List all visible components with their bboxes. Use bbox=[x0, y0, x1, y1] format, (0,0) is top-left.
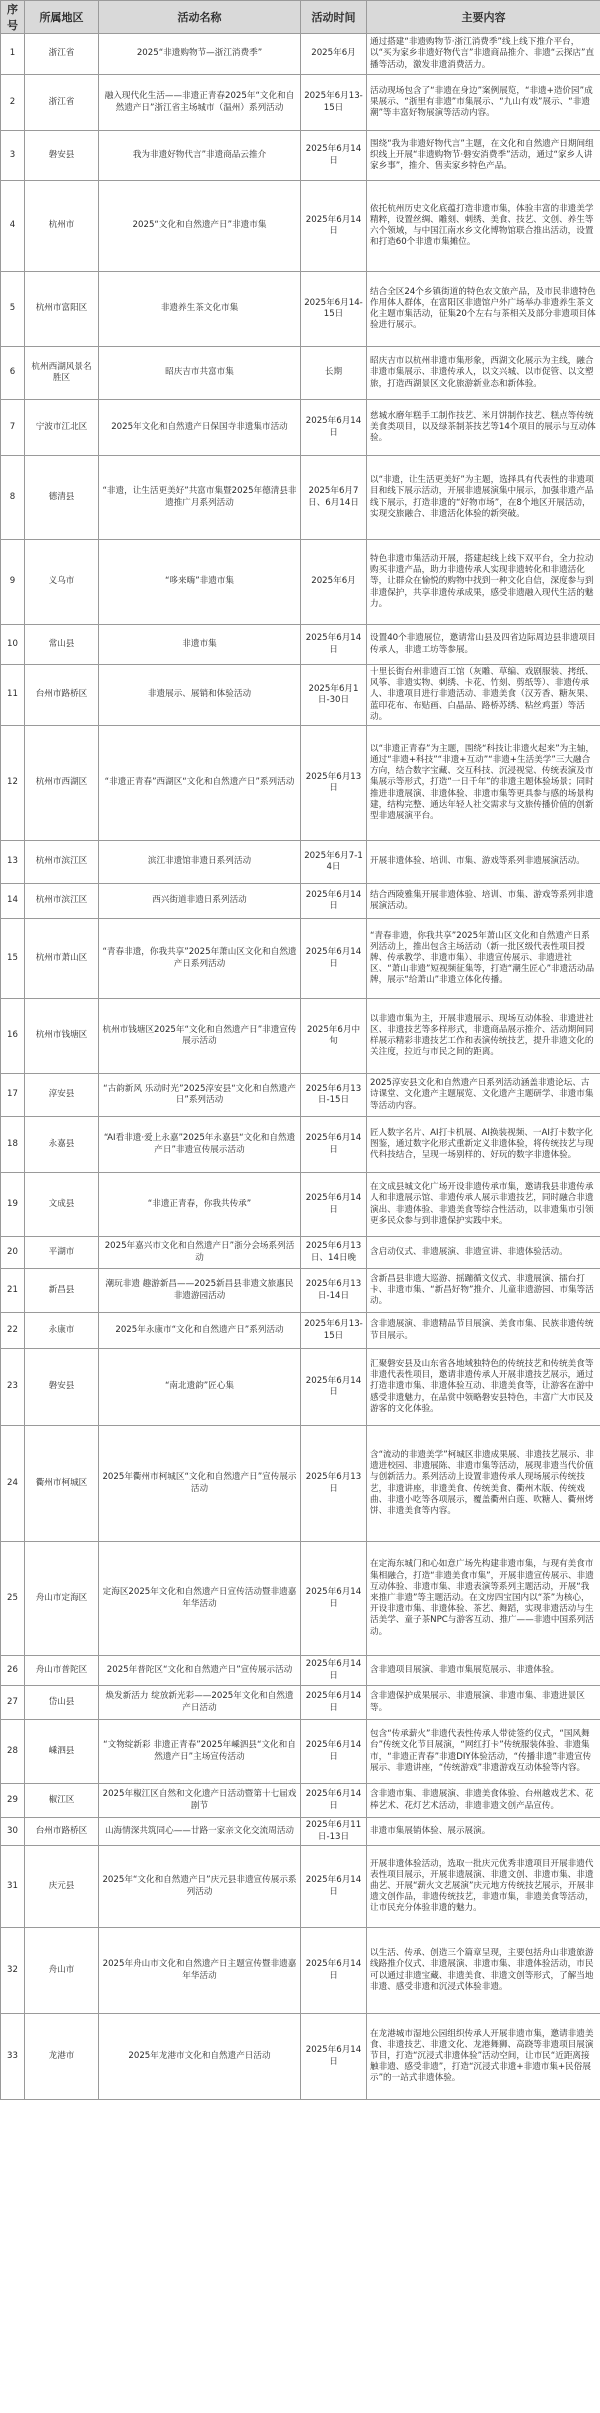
cell-activity-time: 2025年6月14日 bbox=[301, 181, 367, 272]
cell-region: 杭州市 bbox=[25, 181, 99, 272]
table-row bbox=[1, 75, 600, 131]
cell-main-content: 含非遗展演、非遗精品节目展演、美食市集、民族非遗传统节目展示。 bbox=[367, 1313, 600, 1349]
cell-main-content: 依托杭州历史文化底蕴打造非遗市集，体验丰富的非遗美学精粹，设置丝绸、雕刻、刺绣、美食、技艺、文创、养生等六个领域，与中国江南水乡文化博物馆联合推出活动，设置和打造60个非遗市集摊位。 bbox=[367, 181, 600, 272]
header-region: 所属地区 bbox=[25, 1, 99, 34]
cell-activity-name: “古韵新风 乐动时光”2025淳安县“文化和自然遗产日”系列活动 bbox=[99, 1074, 301, 1117]
cell-region: 台州市路桥区 bbox=[25, 1818, 99, 1846]
cell-activity-time: 2025年6月13日 bbox=[301, 1426, 367, 1542]
cell-index: 18 bbox=[1, 1117, 25, 1173]
cell-main-content: 开展非遗体验、培训、市集、游戏等系列非遗展演活动。 bbox=[367, 841, 600, 884]
table-row bbox=[1, 1818, 600, 1846]
cell-region: 磐安县 bbox=[25, 1349, 99, 1426]
header-activity-time: 活动时间 bbox=[301, 1, 367, 34]
cell-activity-time: 2025年6月13日 bbox=[301, 726, 367, 841]
cell-activity-time: 2025年6月14日 bbox=[301, 1542, 367, 1656]
cell-main-content: 慈城水磨年糕手工制作技艺、米月饼制作技艺、糕点等传统美食类项目，以及绿茶制茶技艺等14个项目的展示与互动体验。 bbox=[367, 400, 600, 456]
cell-index: 3 bbox=[1, 131, 25, 181]
table-row bbox=[1, 131, 600, 181]
cell-activity-name: 融入现代化生活——非遗正青春2025年“文化和自然遗产日”浙江省主场城市（温州）系列活动 bbox=[99, 75, 301, 131]
cell-activity-name: 滨江非遗馆非遗日系列活动 bbox=[99, 841, 301, 884]
cell-region: 文成县 bbox=[25, 1173, 99, 1237]
cell-main-content: 含启动仪式、非遗展演、非遗宣讲、非遗体验活动。 bbox=[367, 1237, 600, 1269]
cell-activity-name: 2025“文化和自然遗产日”非遗市集 bbox=[99, 181, 301, 272]
cell-region: 杭州市滨江区 bbox=[25, 841, 99, 884]
cell-main-content: “青春非遗，你我共享”2025年萧山区文化和自然遗产日系列活动上，推出包含主场活动（新一批区级代表性项目授牌、传承教学、非遗市集）、非遗宣传展示、非遗进社区、“萧山非遗”短视频征集等，打造“潮生匠心”非遗活动品牌，展示“给萧山”非遗立体化传播。 bbox=[367, 919, 600, 999]
cell-index: 12 bbox=[1, 726, 25, 841]
table-row bbox=[1, 1928, 600, 2014]
cell-region: 椒江区 bbox=[25, 1784, 99, 1818]
cell-main-content: 围绕“我为非遗好物代言”主题，在文化和自然遗产日期间组织线上开展“非遗购物节·磐安消费季”活动，通过“家乡人讲家乡事”，推介、售卖家乡特色产品。 bbox=[367, 131, 600, 181]
cell-main-content: 十里长街台州非遗百工馆（灰雕、草编、戏剧服装、拷纸、风筝、非遗实物、刺绣、卡花、竹刻、剪纸等）、非遗传承人、非遗项目进行非遗活动、非遗美食（汉芳香、糖灰果、蓝印花布、布贴画、白晶品、路桥苏绣、粘丝鸡蛋）等活动。 bbox=[367, 665, 600, 726]
cell-activity-time: 2025年6月7日、6月14日 bbox=[301, 456, 367, 540]
cell-region: 杭州市滨江区 bbox=[25, 884, 99, 919]
cell-activity-name: 杭州市钱塘区2025年“文化和自然遗产日”非遗宣传展示活动 bbox=[99, 999, 301, 1074]
cell-activity-name: 2025年龙港市文化和自然遗产日活动 bbox=[99, 2014, 301, 2100]
cell-activity-time: 2025年6月13日、14日晚 bbox=[301, 1237, 367, 1269]
cell-activity-name: 2025年文化和自然遗产日保国寺非遗集市活动 bbox=[99, 400, 301, 456]
cell-activity-name: 2025年普陀区“文化和自然遗产日”宣传展示活动 bbox=[99, 1656, 301, 1686]
cell-activity-name: 山海情深共筑同心——廿路一家亲文化交流周活动 bbox=[99, 1818, 301, 1846]
cell-index: 1 bbox=[1, 34, 25, 75]
cell-main-content: 以“非遗正青春”为主题，围绕“科技让非遗火起来”为主轴，通过“非遗+科技”“非遗+互动”“非遗+生活美学”三大融合方向，结合数字宝藏、交互科技、沉浸视觉、传统表演及市集展示等形式，打造“一日千年”的非遗主题体验场景；同时推进非遗展演、非遗体验、非遗市集等更具参与感的场景构建，结构完整、通达年轻人社交需求与文旅传播价值的创新型非遗展演平台。 bbox=[367, 726, 600, 841]
cell-main-content: 含非遗市集、非遗展演、非遗美食体验、台州越戏艺术、花棒艺术、花灯艺术活动，非遗非遗文创产品宣传。 bbox=[367, 1784, 600, 1818]
cell-index: 11 bbox=[1, 665, 25, 726]
cell-index: 23 bbox=[1, 1349, 25, 1426]
table-row bbox=[1, 1269, 600, 1313]
cell-region: 杭州市萧山区 bbox=[25, 919, 99, 999]
cell-activity-time: 2025年6月14日 bbox=[301, 1117, 367, 1173]
cell-activity-name: “哆来嗨”非遗市集 bbox=[99, 540, 301, 625]
cell-activity-name: 2025年舟山市文化和自然遗产日主题宣传暨非遗嘉年华活动 bbox=[99, 1928, 301, 2014]
cell-region: 衢州市柯城区 bbox=[25, 1426, 99, 1542]
cell-activity-time: 2025年6月13日-15日 bbox=[301, 1074, 367, 1117]
header-activity-name: 活动名称 bbox=[99, 1, 301, 34]
cell-activity-name: 2025“非遗购物节—浙江消费季” bbox=[99, 34, 301, 75]
cell-main-content: 非遗市集展销体验、展示展演。 bbox=[367, 1818, 600, 1846]
cell-index: 10 bbox=[1, 625, 25, 665]
cell-region: 舟山市 bbox=[25, 1928, 99, 2014]
cell-index: 16 bbox=[1, 999, 25, 1074]
table-row bbox=[1, 1542, 600, 1656]
cell-region: 杭州市西湖区 bbox=[25, 726, 99, 841]
cell-activity-time: 2025年6月14日 bbox=[301, 131, 367, 181]
cell-index: 13 bbox=[1, 841, 25, 884]
cell-activity-time: 2025年6月1日-30日 bbox=[301, 665, 367, 726]
table-row bbox=[1, 1426, 600, 1542]
cell-activity-name: 昭庆吉市共富市集 bbox=[99, 347, 301, 400]
cell-main-content: 昭庆吉市以杭州非遗市集形象，西湖文化展示为主线，融合非遗市集展示、非遗传承人，以文兴城、以市促管、以文塑旅，打造西湖景区文化旅游新业态和新体验。 bbox=[367, 347, 600, 400]
cell-index: 30 bbox=[1, 1818, 25, 1846]
cell-index: 19 bbox=[1, 1173, 25, 1237]
cell-activity-time: 2025年6月14日 bbox=[301, 400, 367, 456]
cell-index: 27 bbox=[1, 1686, 25, 1720]
cell-main-content: 以“非遗，让生活更美好”为主题，选择具有代表性的非遗项目和线下展示活动，开展非遗展演集中展示，加强非遗产品线下展示，打造非遗的“好物市场”，在8个地区开展活动，实现交旅融合、非遗活化体验的新突破。 bbox=[367, 456, 600, 540]
cell-activity-name: “非遗正青春”西湖区“文化和自然遗产日”系列活动 bbox=[99, 726, 301, 841]
cell-activity-time: 2025年6月14-15日 bbox=[301, 272, 367, 347]
cell-activity-name: 西兴街道非遗日系列活动 bbox=[99, 884, 301, 919]
cell-index: 9 bbox=[1, 540, 25, 625]
cell-activity-name: “文物绽新彩 非遗正青春”2025年嵊泗县“文化和自然遗产日”主场宣传活动 bbox=[99, 1720, 301, 1784]
table-row bbox=[1, 1313, 600, 1349]
cell-activity-name: 2025年永康市“文化和自然遗产日”系列活动 bbox=[99, 1313, 301, 1349]
cell-activity-name: “南北遗韵”匠心集 bbox=[99, 1349, 301, 1426]
cell-activity-time: 2025年6月中旬 bbox=[301, 999, 367, 1074]
cell-main-content: 结合西陵雅集开展非遗体验、培训、市集、游戏等系列非遗展演活动。 bbox=[367, 884, 600, 919]
cell-index: 25 bbox=[1, 1542, 25, 1656]
cell-activity-name: “AI看非遗·爱上永嘉”2025年永嘉县“文化和自然遗产日”非遗宣传展示活动 bbox=[99, 1117, 301, 1173]
table-body bbox=[1, 34, 600, 2100]
cell-main-content: 包含“传承薪火”非遗代表性传承人带徒签约仪式，“国风舞台”传统文化节目展演，“网红打卡”传统服装体验、非遗集市，“非遗正青春”非遗DIY体验活动，“传播非遗”非遗宣传展示、非遗讲座，“传统游戏”非遗游戏互动体验等内容。 bbox=[367, 1720, 600, 1784]
table-row bbox=[1, 1656, 600, 1686]
cell-activity-name: 我为非遗好物代言”非遗商品云推介 bbox=[99, 131, 301, 181]
cell-main-content: 在定海东城门和心如意广场先构建非遗市集，与现有美食市集相融合，打造“非遗美食市集”，开展非遗宣传展示、非遗互动体验、非遗市集、非遗表演等系列主题活动，开展“我来推广非遗”等主题活动。在文房四宝国内以“茶”为核心，开设非遗市集、非遗体验、茶艺、舞蹈，实现非遗活动与生活美学、童子茶NPC与游客互动、推广——非遗中国系列活动。 bbox=[367, 1542, 600, 1656]
cell-activity-time: 2025年6月 bbox=[301, 540, 367, 625]
header-main-content: 主要内容 bbox=[367, 1, 600, 34]
cell-activity-time: 2025年6月14日 bbox=[301, 1784, 367, 1818]
cell-index: 31 bbox=[1, 1846, 25, 1928]
cell-region: 浙江省 bbox=[25, 75, 99, 131]
cell-index: 17 bbox=[1, 1074, 25, 1117]
cell-index: 4 bbox=[1, 181, 25, 272]
cell-main-content: 在龙港城市湿地公园组织传承人开展非遗市集，邀请非遗美食、非遗技艺、非遗文化、龙港舞狮、高跷等非遗项目展演节目，打造“沉浸式非遗体验”活动空间，让市民“近距离接触非遗、感受非遗”，打造“沉浸式非遗+非遗市集+民俗展示”的一站式非遗体验。 bbox=[367, 2014, 600, 2100]
table-row bbox=[1, 2014, 600, 2100]
cell-activity-name: 2025年椒江区自然和文化遗产日活动暨第十七届戏剧节 bbox=[99, 1784, 301, 1818]
cell-activity-time: 2025年6月13-15日 bbox=[301, 1313, 367, 1349]
cell-activity-name: 非遗市集 bbox=[99, 625, 301, 665]
cell-index: 8 bbox=[1, 456, 25, 540]
cell-activity-time: 2025年6月14日 bbox=[301, 1928, 367, 2014]
cell-activity-time: 2025年6月13日-14日 bbox=[301, 1269, 367, 1313]
cell-region: 嵊泗县 bbox=[25, 1720, 99, 1784]
table-row bbox=[1, 919, 600, 999]
cell-activity-name: 定海区2025年文化和自然遗产日宣传活动暨非遗嘉年华活动 bbox=[99, 1542, 301, 1656]
cell-activity-time: 2025年6月14日 bbox=[301, 1349, 367, 1426]
table-row bbox=[1, 347, 600, 400]
cell-activity-time: 2025年6月14日 bbox=[301, 919, 367, 999]
cell-index: 26 bbox=[1, 1656, 25, 1686]
cell-activity-name: 2025年嘉兴市文化和自然遗产日”浙分会场系列活动 bbox=[99, 1237, 301, 1269]
table-row bbox=[1, 1117, 600, 1173]
table-row bbox=[1, 540, 600, 625]
cell-region: 磐安县 bbox=[25, 131, 99, 181]
table-row bbox=[1, 34, 600, 75]
table-header-row bbox=[1, 1, 600, 34]
cell-index: 22 bbox=[1, 1313, 25, 1349]
cell-index: 33 bbox=[1, 2014, 25, 2100]
table-row bbox=[1, 884, 600, 919]
cell-main-content: 含新昌县非遗大巡游、摇蹦循文仪式、非遗展演、擂台打卡、非遗市集、“新昌好物”推介、儿童非遗游园、市集等活动。 bbox=[367, 1269, 600, 1313]
cell-index: 15 bbox=[1, 919, 25, 999]
cell-main-content: 含非遗保护成果展示、非遗展演、非遗市集、非遗进景区等。 bbox=[367, 1686, 600, 1720]
cell-region: 杭州市钱塘区 bbox=[25, 999, 99, 1074]
cell-activity-time: 2025年6月7-14日 bbox=[301, 841, 367, 884]
cell-activity-time: 2025年6月14日 bbox=[301, 1846, 367, 1928]
cell-main-content: 通过搭建“非遗购物节·浙江消费季”线上线下推介平台，以“买为家乡非遗好物代言”非遗商品推介、非遗“云探店”直播等活动，激发非遗消费活力。 bbox=[367, 34, 600, 75]
table-row bbox=[1, 272, 600, 347]
table-row bbox=[1, 726, 600, 841]
cell-index: 32 bbox=[1, 1928, 25, 2014]
cell-activity-name: “非遗正青春，你我共传承” bbox=[99, 1173, 301, 1237]
cell-region: 常山县 bbox=[25, 625, 99, 665]
table-row bbox=[1, 1074, 600, 1117]
table-row bbox=[1, 625, 600, 665]
cell-main-content: 开展非遗体验活动，选取一批庆元优秀非遗项目开展非遗代表性项目展示，开展非遗展演、非遗文创、非遗市集、非遗曲艺、开展“薪火文艺展演”庆元地方传统技艺展示，开展非遗文创作品，非遗传统技艺，非遗市集，非遗美食等活动，让市民充分体验非遗的魅力。 bbox=[367, 1846, 600, 1928]
cell-region: 台州市路桥区 bbox=[25, 665, 99, 726]
cell-region: 永康市 bbox=[25, 1313, 99, 1349]
cell-index: 28 bbox=[1, 1720, 25, 1784]
cell-activity-time: 2025年6月14日 bbox=[301, 1686, 367, 1720]
cell-main-content: 汇聚磐安县及山东省各地域独特色的传统技艺和传统美食等非遗代表性项目，邀请非遗传承人开展非遗技艺展示，通过打造非遗市集、非遗体验互动、非遗美食等，让游客在游中感受非遗魅力，在品赏中领略磐安县特色，丰富广大市民及游客的文化体验。 bbox=[367, 1349, 600, 1426]
cell-region: 浙江省 bbox=[25, 34, 99, 75]
cell-main-content: 在文成县城文化广场开设非遗传承市集，邀请我县非遗传承人和非遗展示馆、非遗传承人展示非遗技艺，同时融合非遗演出、非遗体验、非遗美食等综合性活动，以非遗集市引领更多民众参与到非遗保护实践中来。 bbox=[367, 1173, 600, 1237]
cell-region: 永嘉县 bbox=[25, 1117, 99, 1173]
table-row bbox=[1, 1686, 600, 1720]
cell-main-content: 以非遗市集为主，开展非遗展示、现场互动体验、非遗进社区、非遗技艺等多样形式，非遗商品展示推介、活动期间同样展示精彩非遗技艺工作和表演传统技艺，提升非遗文化的关注度，拉近与市民之间的距离。 bbox=[367, 999, 600, 1074]
cell-activity-name: 非遗养生茶文化市集 bbox=[99, 272, 301, 347]
cell-index: 5 bbox=[1, 272, 25, 347]
cell-index: 20 bbox=[1, 1237, 25, 1269]
cell-main-content: 活动现场包含了“非遗在身边”案例展览，“非遗+造价园”成果展示、“浙里有非遗”市集展示、“九山有戏”展示、“非遗潮”等丰富好物展演等活动内容。 bbox=[367, 75, 600, 131]
cell-region: 庆元县 bbox=[25, 1846, 99, 1928]
cell-region: 舟山市普陀区 bbox=[25, 1656, 99, 1686]
cell-index: 2 bbox=[1, 75, 25, 131]
cell-main-content: 含“流动的非遗美学”柯城区非遗成果展、非遗技艺展示、非遗进校园、非遗展陈、非遗市集等活动，展现非遗当代价值与创新活力。系列活动上设置非遗传承人现场展示传统技艺，非遗讲座，非遗美食、传统美食、衢州木版、传统戏曲、非遗小吃等各项展示，覆盖衢州白莲、吹糖人、衢州烤饼、非遗美食等内容。 bbox=[367, 1426, 600, 1542]
cell-index: 29 bbox=[1, 1784, 25, 1818]
cell-index: 21 bbox=[1, 1269, 25, 1313]
table-row bbox=[1, 665, 600, 726]
cell-activity-name: “非遗，让生活更美好”共富市集暨2025年德清县非遗推广月系列活动 bbox=[99, 456, 301, 540]
cell-activity-time: 2025年6月11日-13日 bbox=[301, 1818, 367, 1846]
cell-activity-name: 焕发新活力 绽放新光彩——2025年文化和自然遗产日活动 bbox=[99, 1686, 301, 1720]
cell-index: 7 bbox=[1, 400, 25, 456]
cell-activity-name: 非遗展示、展销和体验活动 bbox=[99, 665, 301, 726]
cell-main-content: 2025淳安县文化和自然遗产日系列活动涵盖非遗论坛、古诗课堂、文化遗产主题展览、文化遗产主题研学、非遗市集等活动内容。 bbox=[367, 1074, 600, 1117]
cell-region: 岱山县 bbox=[25, 1686, 99, 1720]
cell-activity-name: 2025年衢州市柯城区“文化和自然遗产日”宣传展示活动 bbox=[99, 1426, 301, 1542]
header-index: 序号 bbox=[1, 1, 25, 34]
cell-activity-time: 2025年6月14日 bbox=[301, 2014, 367, 2100]
cell-activity-time: 2025年6月14日 bbox=[301, 884, 367, 919]
table-row bbox=[1, 400, 600, 456]
cell-activity-time: 2025年6月14日 bbox=[301, 1173, 367, 1237]
cell-region: 淳安县 bbox=[25, 1074, 99, 1117]
cell-region: 舟山市定海区 bbox=[25, 1542, 99, 1656]
cell-activity-time: 2025年6月 bbox=[301, 34, 367, 75]
table-row bbox=[1, 1784, 600, 1818]
cell-main-content: 匠人数字名片、AI打卡机展、AI换装视频、一AI打卡数字化图鉴，通过数字化形式重新定义非遗体验，将传统技艺与现代科技结合，呈现一场别样的、好玩的数字非遗体验。 bbox=[367, 1117, 600, 1173]
cell-main-content: 特色非遗市集活动开展，搭建起线上线下双平台，全力拉动购买非遗产品，助力非遗传承人实现非遗转化和非遗活化等，让群众在愉悦的购物中找到一种文化自信，深度参与到非遗保护，共享非遗传承成果，感受非遗融入现代生活的魅力。 bbox=[367, 540, 600, 625]
cell-region: 龙港市 bbox=[25, 2014, 99, 2100]
cell-index: 14 bbox=[1, 884, 25, 919]
table-row bbox=[1, 456, 600, 540]
table-row bbox=[1, 1349, 600, 1426]
table-row bbox=[1, 1846, 600, 1928]
cell-activity-name: 2025年“文化和自然遗产日”庆元县非遗宣传展示系列活动 bbox=[99, 1846, 301, 1928]
cell-region: 平湖市 bbox=[25, 1237, 99, 1269]
cell-activity-time: 2025年6月14日 bbox=[301, 1720, 367, 1784]
cell-main-content: 含非遗项目展演、非遗市集展览展示、非遗体验。 bbox=[367, 1656, 600, 1686]
cell-region: 杭州市富阳区 bbox=[25, 272, 99, 347]
cell-index: 6 bbox=[1, 347, 25, 400]
cell-activity-time: 2025年6月13-15日 bbox=[301, 75, 367, 131]
cell-main-content: 以生活、传承、创造三个篇章呈现，主要包括舟山非遗旅游线路推介仪式、非遗展演、非遗市集、非遗体验活动，市民可以通过非遗宝藏、非遗美食、非遗文创等形式，了解当地非遗、感受非遗和沉浸式体验非遗。 bbox=[367, 1928, 600, 2014]
cell-main-content: 设置40个非遗展位，邀请常山县及四省边际周边县非遗项目传承人，非遗工坊等参展。 bbox=[367, 625, 600, 665]
cell-region: 新昌县 bbox=[25, 1269, 99, 1313]
cell-region: 义乌市 bbox=[25, 540, 99, 625]
cell-activity-name: “青春非遗，你我共享”2025年萧山区文化和自然遗产日系列活动 bbox=[99, 919, 301, 999]
table-row bbox=[1, 1237, 600, 1269]
cell-region: 宁波市江北区 bbox=[25, 400, 99, 456]
cell-activity-time: 长期 bbox=[301, 347, 367, 400]
cell-region: 杭州西湖风景名胜区 bbox=[25, 347, 99, 400]
cell-activity-name: 潮玩非遗 趣游新昌——2025新昌县非遗文旅惠民非遗游园活动 bbox=[99, 1269, 301, 1313]
cell-index: 24 bbox=[1, 1426, 25, 1542]
table-row bbox=[1, 181, 600, 272]
table-row bbox=[1, 1173, 600, 1237]
cell-activity-time: 2025年6月14日 bbox=[301, 625, 367, 665]
cell-main-content: 结合全区24个乡镇街道的特色农文旅产品，及市民非遗特色作用体人群体，在富阳区非遗馆户外广场举办非遗养生茶文化主题市集活动，征集20个左右与茶相关及部分非遗项目体验进行展示。 bbox=[367, 272, 600, 347]
table-row bbox=[1, 841, 600, 884]
table-row bbox=[1, 999, 600, 1074]
cell-activity-time: 2025年6月14日 bbox=[301, 1656, 367, 1686]
cell-region: 德清县 bbox=[25, 456, 99, 540]
table-row bbox=[1, 1720, 600, 1784]
